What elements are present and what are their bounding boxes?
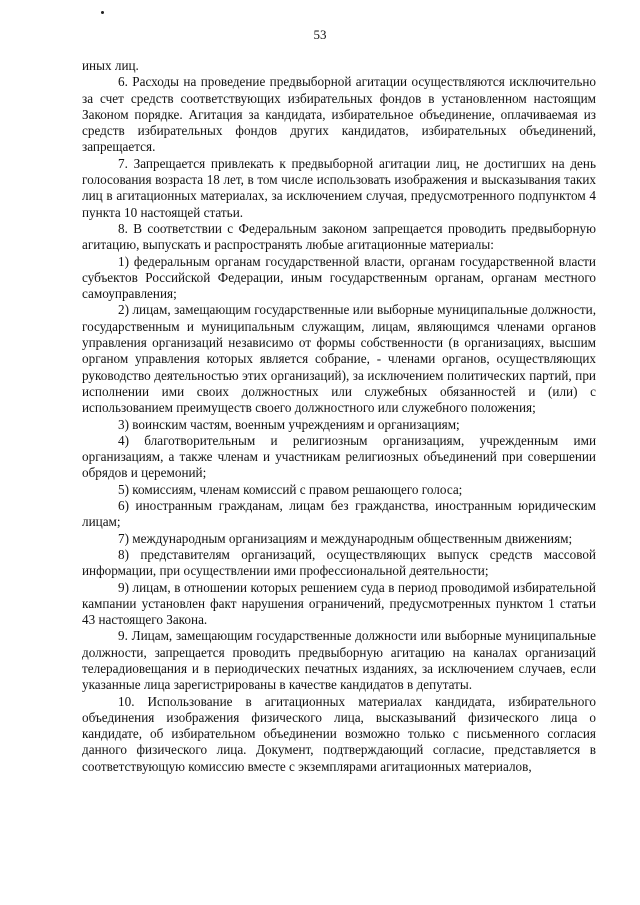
subitem-4: 4) благотворительным и религиозным организациям, учрежденным ими организациям, а также членам и участникам религиозных объединений при совершении обрядов и церемоний;: [82, 432, 596, 481]
subitem-8: 8) представителям организаций, осуществляющих выпуск средств массовой информации, при осуществлении ими профессиональной деятельности;: [82, 546, 596, 579]
subitem-1: 1) федеральным органам государственной власти, органам государственной власти субъектов Российской Федерации, иным государственным органам, органам местного самоуправления;: [82, 253, 596, 302]
paragraph-continuation: иных лиц.: [82, 58, 139, 73]
subitem-5: 5) комиссиям, членам комиссий с правом решающего голоса;: [118, 481, 463, 497]
document-body: [82, 58, 596, 775]
subitem-2: 2) лицам, замещающим государственные или выборные муниципальные должности, государственным и муниципальным служащим, лицам, являющимся членами органов управления организаций независимо от формы собственности (в организациях, высшим органом управления которых является собрание, - членами органов, осуществляющих руководство деятельностью этих организаций), за исключением политических партий, при исполнении ими своих должностных или служебных обязанностей и (или) с использованием преимуществ своего должностного или служебного положения;: [82, 302, 596, 416]
paragraph-item-7: 7. Запрещается привлекать к предвыборной агитации лиц, не достигших на день голосования возраста 18 лет, в том числе использовать изображения и высказывания таких лиц в агитационных материалах, за исключением случая, предусмотренного подпунктом 4 пункта 10 настоящей статьи.: [82, 155, 596, 220]
scan-speck: [101, 11, 104, 14]
paragraph-item-10: 10. Использование в агитационных материалах кандидата, избирательного объединения изображения физического лица, высказываний физического лица о кандидате, об избирательном объединении возможно только с письменного согласия данного физического лица. Документ, подтверждающий согласие, представляется в соответствующую комиссию вместе с экземплярами агитационных материалов,: [82, 693, 596, 774]
subitem-3: 3) воинским частям, военным учреждениям и организациям;: [118, 416, 460, 432]
page-number: 53: [313, 27, 327, 42]
subitem-6: 6) иностранным гражданам, лицам без гражданства, иностранным юридическим лицам;: [82, 498, 596, 530]
paragraph-item-8: 8. В соответствии с Федеральным законом запрещается проводить предвыборную агитацию, выпускать и распространять любые агитационные материалы:: [82, 220, 596, 253]
paragraph-item-9: 9. Лицам, замещающим государственные должности или выборные муниципальные должности, запрещается проводить предвыборную агитацию на каналах организаций телерадиовещания и в периодических печатных изданиях, за исключением случаев, если указанные лица зарегистрированы в качестве кандидатов в депутаты.: [82, 628, 596, 693]
subitem-7: 7) международным организациям и международным общественным движениям;: [118, 530, 573, 546]
paragraph-item-6: 6. Расходы на проведение предвыборной агитации осуществляются исключительно за счет средств соответствующих избирательных фондов в установленном настоящим Законом порядке. Агитация за кандидата, избирательное объединение, оплачиваемая из средств избирательных фондов других кандидатов, избирательных объединений, запрещается.: [82, 74, 596, 155]
subitem-9: 9) лицам, в отношении которых решением суда в период проводимой избирательной кампании установлен факт нарушения ограничений, предусмотренных пунктом 1 статьи 43 настоящего Закона.: [82, 579, 596, 628]
